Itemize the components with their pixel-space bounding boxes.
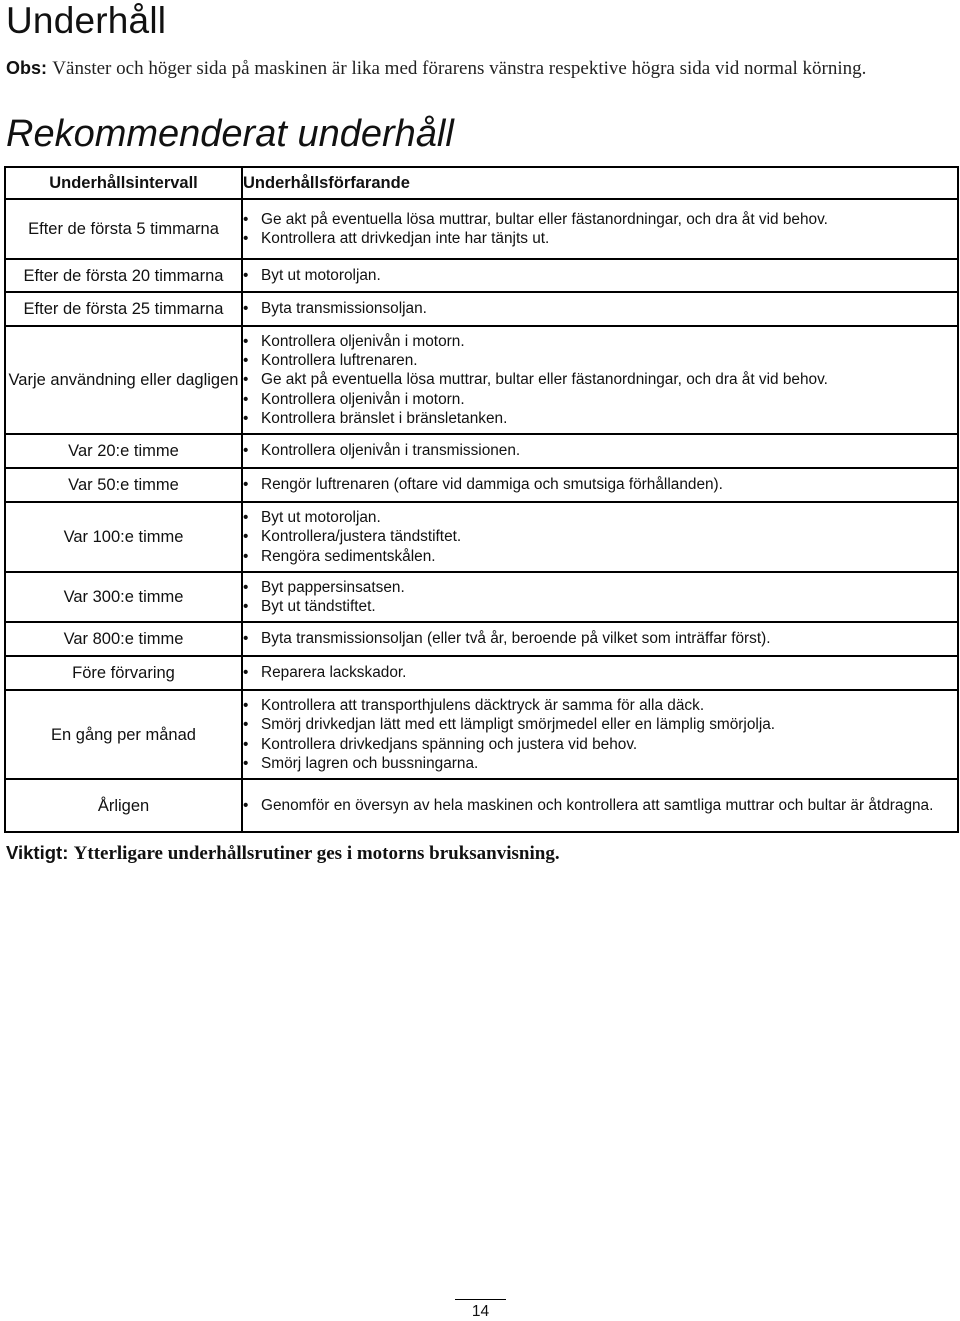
tasks-cell xyxy=(242,259,958,292)
table-row xyxy=(5,502,958,572)
interval-cell: Före förvaring xyxy=(5,656,242,690)
task-list xyxy=(243,796,957,815)
task-item: • Genomför en översyn av hela maskinen och kontrollera att samtliga muttrar och bultar är åtdragna. xyxy=(243,796,957,815)
task-list xyxy=(243,578,957,617)
table-row xyxy=(5,690,958,779)
task-item: • Rengör luftrenaren (oftare vid dammiga och smutsiga förhållanden). xyxy=(243,475,957,494)
table-row xyxy=(5,468,958,502)
task-item: • Kontrollera bränslet i bränsletanken. xyxy=(243,409,957,428)
section-title: Rekommenderat underhåll xyxy=(6,113,454,155)
task-item: • Byt pappersinsatsen. xyxy=(243,578,957,597)
tasks-cell xyxy=(242,434,958,468)
task-list xyxy=(243,332,957,428)
task-list xyxy=(243,210,957,249)
tasks-cell xyxy=(242,292,958,326)
task-item: • Rengöra sedimentskålen. xyxy=(243,547,957,566)
tasks-cell xyxy=(242,326,958,434)
interval-cell: Varje användning eller dagligen xyxy=(5,326,242,434)
task-item: • Smörj lagren och bussningarna. xyxy=(243,754,957,773)
task-list xyxy=(243,696,957,773)
note-text: Vänster och höger sida på maskinen är lika med förarens vänstra respektive högra sida vid normal körning. xyxy=(52,58,867,79)
interval-column-header: Underhållsintervall xyxy=(5,167,242,199)
task-item: • Byt ut motoroljan. xyxy=(243,508,957,527)
important-label: Viktigt: xyxy=(6,842,69,863)
interval-cell: Efter de första 5 timmarna xyxy=(5,199,242,259)
task-item: • Kontrollera luftrenaren. xyxy=(243,351,957,370)
note-label: Obs: xyxy=(6,58,48,78)
table-row xyxy=(5,656,958,690)
table-row xyxy=(5,292,958,326)
tasks-cell xyxy=(242,199,958,259)
task-item: • Kontrollera/justera tändstiftet. xyxy=(243,527,957,546)
task-item: • Byta transmissionsoljan. xyxy=(243,299,957,318)
task-item: • Kontrollera att drivkedjan inte har tänjts ut. xyxy=(243,229,957,248)
task-item: • Byt ut tändstiftet. xyxy=(243,597,957,616)
task-item: • Byta transmissionsoljan (eller två år, beroende på vilket som inträffar först). xyxy=(243,629,957,648)
task-item: • Smörj drivkedjan lätt med ett lämpligt smörjmedel eller en lämplig smörjolja. xyxy=(243,715,957,734)
tasks-cell xyxy=(242,622,958,656)
task-list xyxy=(243,508,957,566)
interval-cell: En gång per månad xyxy=(5,690,242,779)
task-item: • Reparera lackskador. xyxy=(243,663,957,682)
table-row xyxy=(5,779,958,832)
table-row xyxy=(5,434,958,468)
interval-cell: Var 300:e timme xyxy=(5,572,242,622)
tasks-cell xyxy=(242,656,958,690)
tasks-cell xyxy=(242,690,958,779)
interval-cell: Var 100:e timme xyxy=(5,502,242,572)
task-item: • Kontrollera drivkedjans spänning och justera vid behov. xyxy=(243,735,957,754)
page-number: 14 xyxy=(471,1303,490,1320)
tasks-cell xyxy=(242,502,958,572)
task-list xyxy=(243,266,957,285)
procedure-column-header: Underhållsförfarande xyxy=(242,167,958,199)
note xyxy=(6,58,956,80)
task-item: • Byt ut motoroljan. xyxy=(243,266,957,285)
maintenance-table xyxy=(4,166,959,833)
table-row xyxy=(5,259,958,292)
table-row xyxy=(5,326,958,434)
tasks-cell xyxy=(242,468,958,502)
interval-cell: Var 50:e timme xyxy=(5,468,242,502)
task-list xyxy=(243,663,957,682)
task-list xyxy=(243,475,957,494)
task-item: • Kontrollera oljenivån i motorn. xyxy=(243,390,957,409)
interval-cell: Var 800:e timme xyxy=(5,622,242,656)
interval-cell: Efter de första 25 timmarna xyxy=(5,292,242,326)
table-row xyxy=(5,622,958,656)
page-title: Underhåll xyxy=(6,0,167,41)
table-header-row xyxy=(5,167,958,199)
important-note xyxy=(6,842,560,865)
interval-cell: Efter de första 20 timmarna xyxy=(5,259,242,292)
interval-cell: Var 20:e timme xyxy=(5,434,242,468)
page-number-rule xyxy=(455,1299,506,1300)
task-item: • Kontrollera oljenivån i motorn. xyxy=(243,332,957,351)
task-item: • Kontrollera oljenivån i transmissionen. xyxy=(243,441,957,460)
important-text: Ytterligare underhållsrutiner ges i motorns bruksanvisning. xyxy=(73,843,560,864)
tasks-cell xyxy=(242,779,958,832)
task-list xyxy=(243,441,957,460)
tasks-cell xyxy=(242,572,958,622)
table-row xyxy=(5,199,958,259)
task-item: • Ge akt på eventuella lösa muttrar, bultar eller fästanordningar, och dra åt vid behov. xyxy=(243,370,957,389)
task-list xyxy=(243,629,957,648)
interval-cell: Årligen xyxy=(5,779,242,832)
task-item: • Ge akt på eventuella lösa muttrar, bultar eller fästanordningar, och dra åt vid behov. xyxy=(243,210,957,229)
task-item: • Kontrollera att transporthjulens däcktryck är samma för alla däck. xyxy=(243,696,957,715)
task-list xyxy=(243,299,957,318)
table-row xyxy=(5,572,958,622)
